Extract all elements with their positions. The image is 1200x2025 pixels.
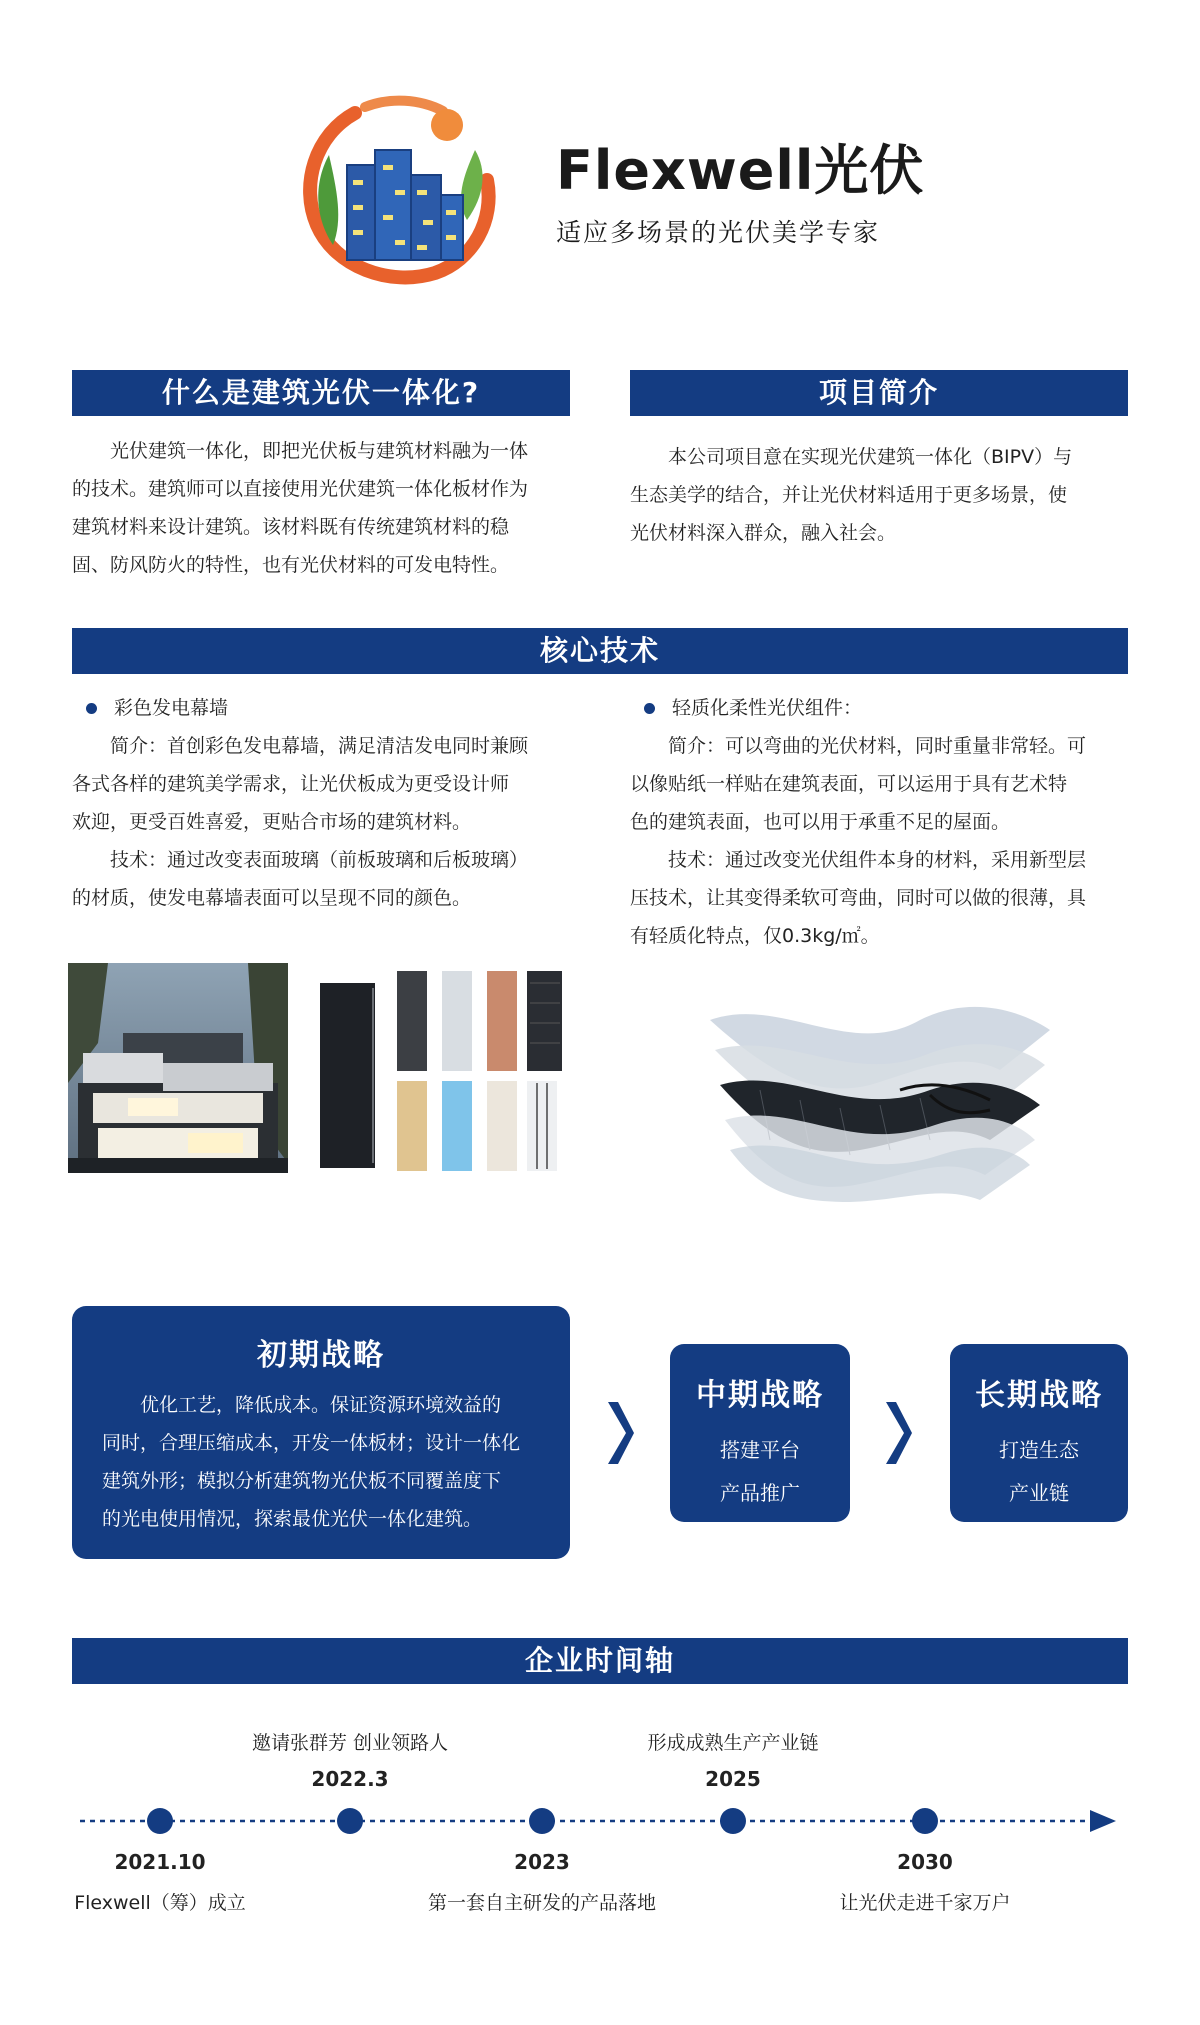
chevron-right-icon <box>604 1398 636 1468</box>
what-is-line: 建筑材料来设计建筑。该材料既有传统建筑材料的稳 <box>72 516 510 538</box>
timeline-axis <box>80 1806 1120 1836</box>
timeline-event-text: 第一套自主研发的产品落地 <box>427 1892 656 1914</box>
timeline-node <box>147 1808 173 1834</box>
strategy-long-line: 产业链 <box>1009 1481 1069 1505</box>
core-left-line: 各式各样的建筑美学需求，让光伏板成为更受设计师 <box>72 773 510 795</box>
what-is-line: 的技术。建筑师可以直接使用光伏建筑一体化板材作为 <box>72 478 529 500</box>
strategy-early-card <box>72 1306 570 1559</box>
timeline-node <box>912 1808 938 1834</box>
timeline-year: 2021.10 <box>114 1850 206 1874</box>
core-left-paragraph <box>72 727 587 917</box>
what-is-line: 固、防风防火的特性，也有光伏材料的可发电特性。 <box>72 554 510 576</box>
timeline-node <box>720 1808 746 1834</box>
core-right-line: 有轻质化特点，仅0.3kg/㎡。 <box>630 925 880 947</box>
timeline-year: 2030 <box>897 1850 953 1874</box>
project-line: 光伏材料深入群众，融入社会。 <box>630 522 897 544</box>
colored-panels-image <box>315 963 565 1178</box>
project-line: 本公司项目意在实现光伏建筑一体化（BIPV）与 <box>668 446 1073 468</box>
core-right-line: 技术：通过改变光伏组件本身的材料，采用新型层 <box>668 849 1087 871</box>
project-paragraph <box>630 438 1140 552</box>
core-left-bullet: 彩色发电幕墙 <box>114 697 229 719</box>
core-left-line: 简介：首创彩色发电幕墙，满足清洁发电同时兼顾 <box>110 735 529 757</box>
section-title-core: 核心技术 <box>72 628 1128 674</box>
strategy-early-line: 建筑外形；模拟分析建筑物光伏板不同覆盖度下 <box>102 1470 502 1492</box>
strategy-early-line: 同时，合理压缩成本，开发一体板材；设计一体化 <box>102 1432 521 1454</box>
project-line: 生态美学的结合，并让光伏材料适用于更多场景，使 <box>630 484 1068 506</box>
bullet-dot <box>86 703 97 714</box>
flexible-module-image <box>700 990 1060 1205</box>
section-title-timeline: 企业时间轴 <box>72 1638 1128 1684</box>
strategy-mid-title: 中期战略 <box>696 1378 824 1413</box>
core-right-line: 色的建筑表面，也可以用于承重不足的屋面。 <box>630 811 1011 833</box>
strategy-long-line: 打造生态 <box>999 1438 1079 1462</box>
timeline-event-text: Flexwell（筹）成立 <box>74 1892 246 1914</box>
timeline-node <box>337 1808 363 1834</box>
strategy-mid-card <box>670 1344 850 1522</box>
bullet-dot <box>644 703 655 714</box>
strategy-long-title: 长期战略 <box>975 1378 1103 1413</box>
core-left-line: 技术：通过改变表面玻璃（前板玻璃和后板玻璃） <box>110 849 529 871</box>
brand-subtitle: 适应多场景的光伏美学专家 <box>556 218 881 247</box>
timeline-year: 2022.3 <box>311 1767 389 1791</box>
core-right-line: 以像贴纸一样贴在建筑表面，可以运用于具有艺术特 <box>630 773 1068 795</box>
timeline-event-text: 让光伏走进千家万户 <box>839 1892 1011 1914</box>
core-right-line: 简介：可以弯曲的光伏材料，同时重量非常轻。可 <box>668 735 1087 757</box>
what-is-paragraph <box>72 432 582 584</box>
core-left-line: 欢迎，更受百姓喜爱，更贴合市场的建筑材料。 <box>72 811 472 833</box>
building-photo <box>68 963 288 1173</box>
section-title-what-is: 什么是建筑光伏一体化? <box>72 370 570 416</box>
timeline-year: 2023 <box>514 1850 570 1874</box>
core-left-line: 的材质，使发电幕墙表面可以呈现不同的颜色。 <box>72 887 472 909</box>
timeline-event-text: 形成成熟生产产业链 <box>647 1732 819 1754</box>
strategy-early-line: 优化工艺，降低成本。保证资源环境效益的 <box>140 1394 502 1416</box>
strategy-long-card <box>950 1344 1128 1522</box>
chevron-right-icon <box>882 1398 914 1468</box>
strategy-mid-line: 搭建平台 <box>720 1438 800 1462</box>
section-title-project: 项目简介 <box>630 370 1128 416</box>
timeline-node <box>529 1808 555 1834</box>
brand-title: Flexwell光伏 <box>556 139 925 202</box>
timeline-year: 2025 <box>705 1767 761 1791</box>
what-is-line: 光伏建筑一体化，即把光伏板与建筑材料融为一体 <box>110 440 529 462</box>
core-right-paragraph <box>630 727 1145 955</box>
strategy-early-title: 初期战略 <box>257 1338 385 1373</box>
strategy-mid-line: 产品推广 <box>720 1481 800 1505</box>
strategy-early-line: 的光电使用情况，探索最优光伏一体化建筑。 <box>102 1508 483 1530</box>
core-right-line: 压技术，让其变得柔软可弯曲，同时可以做的很薄，具 <box>630 887 1087 909</box>
core-right-bullet: 轻质化柔性光伏组件： <box>672 697 863 719</box>
flexwell-logo <box>295 95 505 295</box>
timeline-event-text: 邀请张群芳 创业领路人 <box>251 1732 449 1754</box>
